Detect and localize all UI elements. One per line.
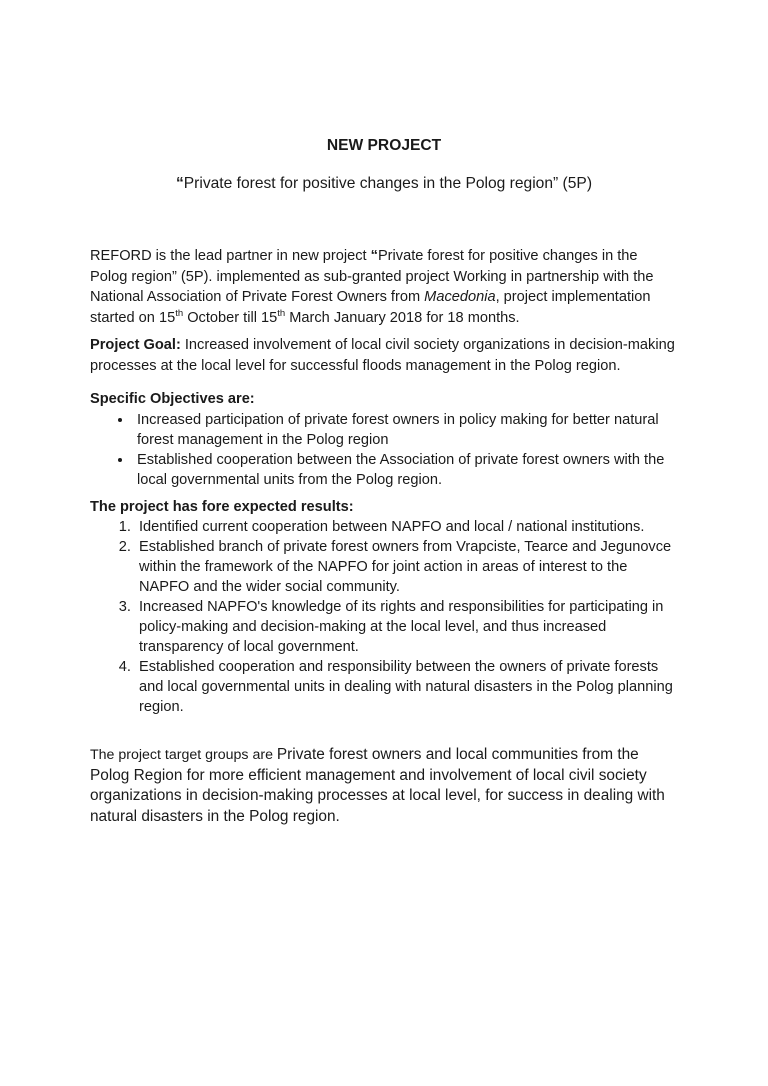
intro-text-1: REFORD is the lead partner in new project <box>90 248 371 264</box>
list-item: 2. Established branch of private forest owners from Vrapciste, Tearce and Jegunovce within the framework of the NAPFO for joint action in areas of interest to the NAPFO and the wider social community. <box>135 537 678 597</box>
intro-text-2: Private forest for positive changes in the Polog region” (5P). implemented as sub-granted project Working in partnership with the National Association of Private Forest Owners from <box>90 248 654 305</box>
ordinal-superscript: th <box>277 307 286 319</box>
target-groups-paragraph <box>90 745 678 827</box>
intro-text-4: October till 15 <box>183 309 278 326</box>
document-subtitle <box>90 174 678 194</box>
list-item: 1. Identified current cooperation between NAPFO and local / national institutions. <box>135 517 678 537</box>
target-groups-lead: The project target groups are <box>90 747 277 763</box>
list-item: 4. Established cooperation and responsibility between the owners of private forests and local governmental units in dealing with natural disasters in the Polog planning region. <box>135 657 678 717</box>
results-heading: The project has fore expected results: <box>90 498 354 515</box>
objectives-heading: Specific Objectives are: <box>90 391 255 407</box>
results-list <box>90 517 678 717</box>
intro-text-3: , project implementation started on 15 <box>90 289 651 326</box>
objectives-list <box>90 410 678 490</box>
intro-paragraph <box>90 246 678 328</box>
list-item: • Established cooperation between the Association of private forest owners with the local governmental units from the Polog region. <box>133 450 678 490</box>
document-content <box>90 0 678 827</box>
intro-text-5: March January 2018 for 18 months. <box>285 309 520 326</box>
ordinal-superscript: th <box>175 307 184 319</box>
project-goal-text: Increased involvement of local civil society organizations in decision-making processes at the local level for successful floods management in the Polog region. <box>90 337 675 374</box>
document-title: NEW PROJECT <box>326 137 442 154</box>
project-goal-paragraph <box>90 335 678 376</box>
target-groups-text: Private forest owners and local communities from the Polog Region for more efficient management and involvement of local civil society organizations in decision-making processes at local level, for success in dealing with natural disasters in the Polog region. <box>90 746 665 825</box>
subtitle-text: Private forest for positive changes in the Polog region” (5P) <box>183 175 593 192</box>
subtitle-open-quote: “ <box>175 175 184 192</box>
intro-open-quote: “ <box>370 248 378 264</box>
list-item: 3. Increased NAPFO's knowledge of its rights and responsibilities for participating in policy-making and decision-making at the local level, and thus increased transparency of local government. <box>135 597 678 657</box>
list-item: • Increased participation of private forest owners in policy making for better natural forest management in the Polog region <box>133 410 678 450</box>
project-goal-label: Project Goal: <box>90 337 181 353</box>
intro-macedonia-italic: Macedonia <box>424 289 496 305</box>
